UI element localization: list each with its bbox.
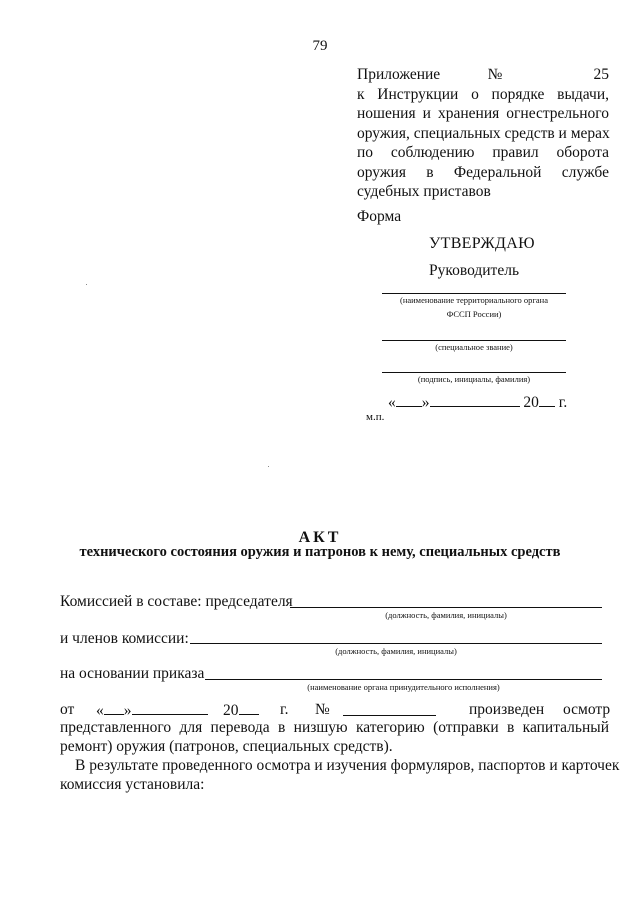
appendix-line: судебных приставов bbox=[357, 183, 491, 200]
approval-date bbox=[388, 393, 567, 412]
rank-line bbox=[382, 340, 566, 341]
appendix-line: оружия, специальных средств и мерах bbox=[357, 124, 610, 142]
page-number: 79 bbox=[312, 38, 328, 54]
stamp-place: м.п. bbox=[366, 411, 385, 423]
order-from: от bbox=[60, 701, 75, 718]
org-name-line bbox=[382, 293, 566, 294]
members-hint: (должность, фамилия, инициалы) bbox=[335, 646, 457, 656]
order-year-suffix: г. bbox=[280, 701, 289, 718]
month-blank bbox=[430, 393, 520, 407]
paragraph-line: В результате проведенного осмотра и изучения формуляров, паспортов и карточек bbox=[75, 757, 620, 774]
rank-hint: (специальное звание) bbox=[435, 342, 513, 352]
paragraph-result bbox=[60, 756, 620, 794]
org-name-hint-2: ФССП России) bbox=[446, 309, 502, 319]
appendix-line: по соблюдению правил оборота bbox=[357, 144, 609, 161]
appendix-line: оружия в Федеральной службе bbox=[357, 163, 609, 181]
date-open-quote: « bbox=[388, 394, 396, 411]
appendix-line: к Инструкции о порядке выдачи, bbox=[357, 85, 609, 103]
form-label: Форма bbox=[357, 208, 402, 225]
order-month-blank bbox=[132, 701, 208, 715]
date-close-quote: » bbox=[421, 394, 430, 411]
members-label: и членов комиссии: bbox=[60, 630, 189, 647]
order-day-blank bbox=[104, 701, 124, 715]
order-close-quote: » bbox=[123, 702, 132, 719]
paragraph-line: представленного для перевода в низшую категорию (отправки в капитальный bbox=[60, 719, 609, 736]
scan-speck bbox=[86, 284, 87, 285]
basis-line bbox=[205, 679, 602, 680]
date-year: 20 bbox=[523, 394, 539, 411]
order-year: 20 bbox=[223, 702, 239, 719]
paragraph-line: комиссия установила: bbox=[60, 776, 205, 793]
basis-label: на основании приказа bbox=[60, 665, 205, 682]
order-number-line bbox=[343, 715, 436, 716]
year-blank bbox=[539, 393, 555, 407]
order-open-quote: « bbox=[96, 702, 104, 719]
chair-hint: (должность, фамилия, инициалы) bbox=[385, 610, 507, 620]
order-inspection: осмотр bbox=[563, 701, 611, 718]
org-name-hint: (наименование территориального органа bbox=[399, 295, 548, 305]
signature-line bbox=[382, 372, 566, 373]
date-suffix: г. bbox=[558, 394, 568, 411]
basis-hint: (наименование органа принудительного исполнения) bbox=[307, 682, 500, 692]
appendix-line: Приложение № 25 bbox=[357, 66, 609, 83]
signature-hint: (подпись, инициалы, фамилия) bbox=[417, 374, 531, 384]
appendix-header bbox=[357, 65, 609, 202]
paragraph-purpose bbox=[60, 718, 609, 756]
head-title: Руководитель bbox=[429, 262, 520, 279]
act-subtitle: технического состояния оружия и патронов к нему, специальных средств bbox=[79, 544, 561, 560]
day-blank bbox=[396, 393, 422, 407]
order-number-sign: № bbox=[315, 701, 330, 718]
act-title: АКТ bbox=[298, 529, 342, 546]
order-conducted: произведен bbox=[469, 701, 545, 718]
scan-speck bbox=[268, 466, 269, 467]
approve-heading: УТВЕРЖДАЮ bbox=[429, 235, 535, 252]
appendix-line: ношения и хранения огнестрельного bbox=[357, 105, 609, 122]
chair-label: Комиссией в составе: председателя bbox=[60, 593, 293, 610]
members-line bbox=[190, 643, 602, 644]
chair-line bbox=[290, 607, 602, 608]
order-year-blank bbox=[239, 701, 259, 715]
paragraph-line: ремонт) оружия (патронов, специальных средств). bbox=[60, 738, 393, 755]
